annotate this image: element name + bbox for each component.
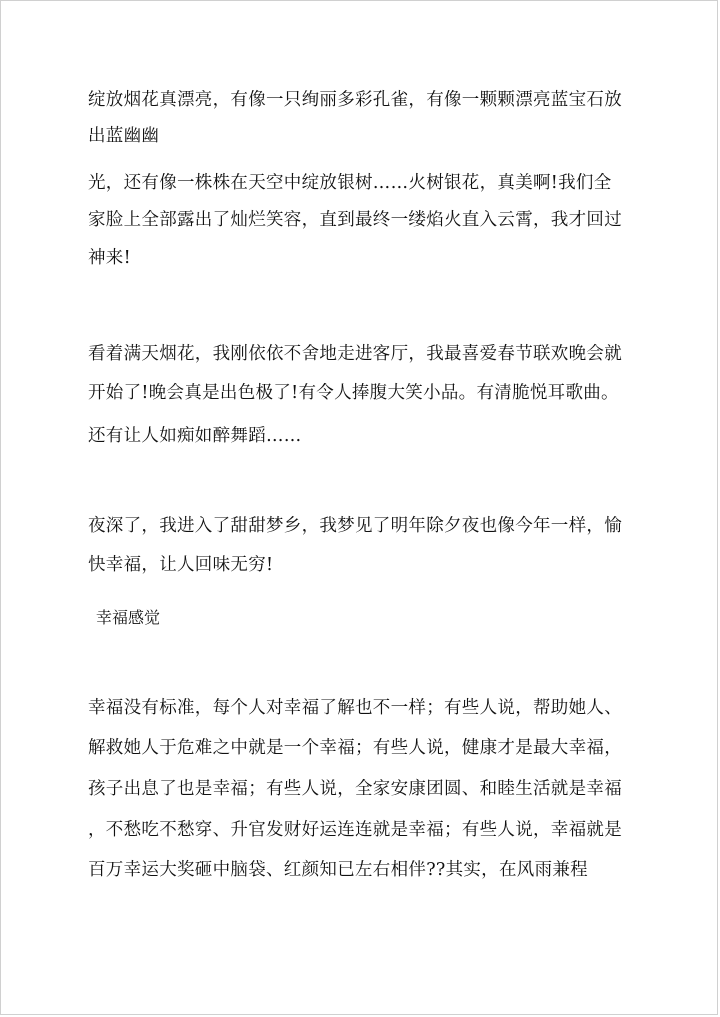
section-paragraph-line-1: 幸福没有标准，每个人对幸福了解也不一样；有些人说，帮助她人、 (88, 698, 622, 718)
section-paragraph-line-3: 孩子出息了也是幸福；有些人说，全家安康团圆、和睦生活就是幸福 (88, 779, 622, 799)
paragraph-1-line-2: 出蓝幽幽 (88, 126, 160, 146)
paragraph-2-line-2: 开始了!晚会真是出色极了!有令人捧腹大笑小品。有清脆悦耳歌曲。 (88, 383, 619, 403)
paragraph-1-line-5: 神来! (88, 248, 131, 268)
paragraph-1-line-3: 光，还有像一株株在天空中绽放银树……火树银花，真美啊!我们全 (88, 173, 612, 193)
section-title: 幸福感觉 (96, 608, 161, 627)
paragraph-2-line-1: 看着满天烟花，我刚依依不舍地走进客厅，我最喜爱春节联欢晚会就 (88, 344, 622, 364)
paragraph-3-line-2: 快幸福，让人回味无穷! (88, 555, 274, 575)
paragraph-1-line-1: 绽放烟花真漂亮，有像一只绚丽多彩孔雀，有像一颗颗漂亮蓝宝石放 (88, 90, 622, 110)
paragraph-2-line-3: 还有让人如痴如醉舞蹈…… (88, 426, 302, 446)
paragraph-1-line-4: 家脸上全部露出了灿烂笑容，直到最终一缕焰火直入云霄，我才回过 (88, 210, 622, 230)
section-paragraph-line-5: 百万幸运大奖砸中脑袋、红颜知已左右相伴??其实，在风雨兼程 (88, 860, 588, 880)
paragraph-3-line-1: 夜深了，我进入了甜甜梦乡，我梦见了明年除夕夜也像今年一样，愉 (88, 516, 622, 536)
section-paragraph-line-2: 解救她人于危难之中就是一个幸福；有些人说，健康才是最大幸福， (88, 738, 622, 758)
section-paragraph-line-4: ，不愁吃不愁穿、升官发财好运连连就是幸福；有些人说，幸福就是 (88, 820, 622, 840)
